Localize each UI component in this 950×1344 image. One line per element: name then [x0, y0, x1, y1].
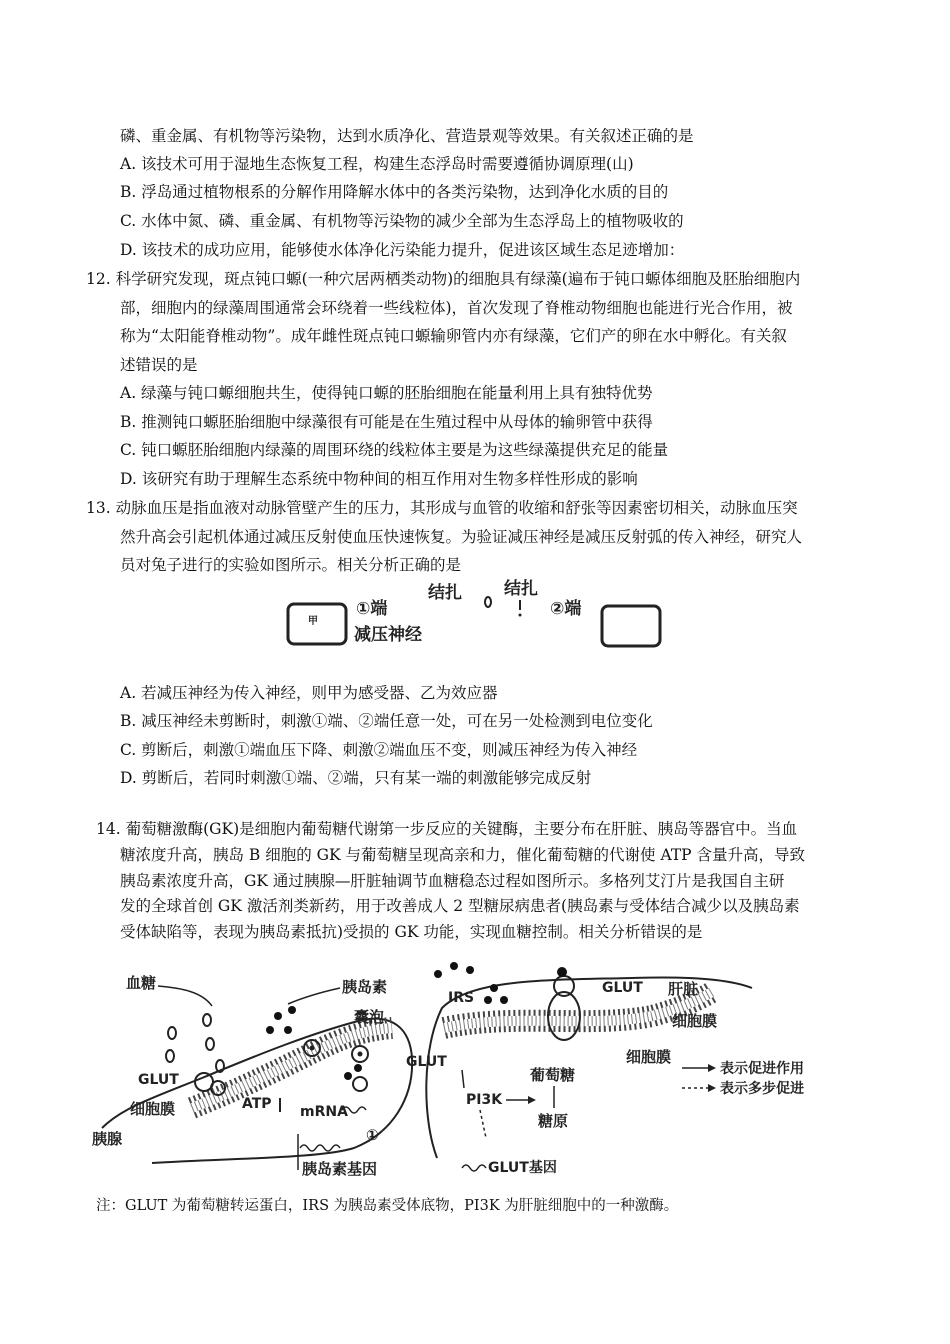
ligate-1-label: 结扎: [428, 583, 462, 603]
insulin-dot: [466, 966, 474, 974]
q13-option-b: B. 减压神经未剪断时，刺激①端、②端任意一处，可在另一处检测到电位变化: [120, 712, 653, 730]
glut-gene-label: GLUT基因: [488, 1160, 557, 1176]
ligature-1-mark: [485, 597, 491, 607]
q14-stem-line-5: 受体缺陷等，表现为胰岛素抵抗)受损的 GK 功能，实现血糖控制。相关分析错误的是: [120, 923, 703, 941]
insulin-dot: [354, 1064, 362, 1072]
glycogen-label: 糖原: [538, 1112, 569, 1130]
insulin-dot: [484, 996, 492, 1004]
irs-label: IRS: [448, 990, 475, 1006]
q13-stem-line-3: 员对兔子进行的实验如图所示。相关分析正确的是: [120, 556, 462, 574]
glucose-label: 葡萄糖: [530, 1066, 576, 1084]
insulin-label: 胰岛素: [342, 978, 388, 996]
q14-stem-line-2: 糖浓度升高，胰岛 B 细胞的 GK 与葡萄糖呈现高亲和力，催化葡萄糖的代谢使 ATP 含量升高，导致: [120, 846, 806, 864]
q13-option-d: D. 剪断后，若同时刺激①端、②端，只有某一端的刺激能够完成反射: [120, 769, 592, 787]
q11-option-a: A. 该技术可用于湿地生态恢复工程，构建生态浮岛时需要遵循协调原理(山): [120, 155, 634, 173]
q14-glucose-regulation-figure: [92, 958, 822, 1186]
q12-option-c: C. 钝口螈胚胎细胞内绿藻的周围环绕的线粒体主要是为这些绿藻提供充足的能量: [120, 441, 669, 459]
q12-stem-line-4: 述错误的是: [120, 356, 198, 374]
q12-option-b: B. 推测钝口螈胚胎细胞中绿藻很有可能是在生殖过程中从母体的输卵管中获得: [120, 413, 653, 431]
mrna-label: mRNA: [300, 1104, 348, 1120]
glucose-molecule: [203, 1014, 211, 1026]
q12-stem-line-3: 称为“太阳能脊椎动物”。成年雌性斑点钝口螈输卵管内亦有绿藻，它们产的卵在水中孵化。有关叙: [120, 327, 787, 345]
step-1-label: ①: [366, 1126, 379, 1144]
liver-label: 肝脏: [668, 980, 699, 998]
pi3k-label: PI3K: [466, 1092, 503, 1108]
q11-option-b: B. 浮岛通过植物根系的分解作用降解水体中的各类污染物，达到净化水质的目的: [120, 183, 669, 201]
box-right: [602, 606, 660, 646]
glucose-molecule: [166, 1050, 174, 1062]
q14-stem-line-1: 14. 葡萄糖激酶(GK)是细胞内葡萄糖代谢第一步反应的关键酶，主要分布在肝脏、胰岛等器官中。当血: [96, 820, 798, 838]
insulin-gene-label: 胰岛素基因: [302, 1160, 378, 1178]
end-2-label: ②端: [550, 599, 582, 619]
q14-figure-note: 注：GLUT 为葡萄糖转运蛋白，IRS 为胰岛素受体底物，PI3K 为肝脏细胞中的一种激酶。: [96, 1198, 679, 1214]
pancreas-label: 胰腺: [92, 1130, 123, 1148]
nerve-label: 减压神经: [354, 625, 422, 645]
legend-promote-label: 表示促进作用: [720, 1061, 804, 1077]
end-1-label: ①端: [356, 599, 388, 619]
insulin-dot: [500, 996, 508, 1004]
insulin-dot: [434, 970, 442, 978]
glut-left-label: GLUT: [138, 1072, 179, 1088]
q13-nerve-figure: [280, 578, 670, 658]
box-left-mark: 甲: [308, 616, 318, 627]
q14-stem-line-4: 发的全球首创 GK 激活剂类新药，用于改善成人 2 型糖尿病患者(胰岛素与受体结合减少以及胰岛素: [120, 897, 800, 915]
q11-stem-tail: 磷、重金属、有机物等污染物，达到水质净化、营造景观等效果。有关叙述正确的是: [120, 127, 694, 145]
vesicle: [353, 1077, 367, 1091]
vesicle-label: 囊泡: [354, 1008, 385, 1026]
atp-label: ATP: [242, 1096, 272, 1112]
q13-option-c: C. 剪断后，刺激①端血压下降、刺激②端血压不变，则减压神经为传入神经: [120, 741, 638, 759]
cell-membrane-right-1: 细胞膜: [672, 1012, 718, 1030]
insulin-dot: [490, 984, 498, 992]
insulin-dot: [274, 1012, 282, 1020]
glucose-molecule: [206, 1038, 214, 1050]
insulin-dot: [344, 1072, 352, 1080]
q12-stem-line-1: 12. 科学研究发现，斑点钝口螈(一种穴居两栖类动物)的细胞具有绿藻(遍布于钝口螈体细胞及胚胎细胞内: [86, 270, 801, 288]
blood-glucose-label: 血糖: [126, 974, 157, 992]
q11-option-d: D. 该技术的成功应用，能够使水体净化污染能力提升，促进该区域生态足迹增加：: [120, 241, 685, 259]
insulin-dot: [288, 1006, 296, 1014]
q13-stem-line-2: 然升高会引起机体通过减压反射使血压快速恢复。为验证减压神经是减压反射弧的传入神经，研究人: [120, 528, 803, 546]
glut-top-label: GLUT: [602, 980, 643, 996]
insulin-dot: [284, 1026, 292, 1034]
q13-stem-line-1: 13. 动脉血压是指血液对动脉管壁产生的压力，其形成与血管的收缩和舒张等因素密切相关，动脉血压突: [86, 499, 798, 517]
cell-membrane-left-label: 细胞膜: [130, 1100, 176, 1118]
q14-stem-line-3: 胰岛素浓度升高，GK 通过胰腺—肝脏轴调节血糖稳态过程如图所示。多格列艾汀片是我国自主研: [120, 872, 785, 890]
glucose-molecule: [168, 1027, 176, 1039]
cell-membrane-right-2: 细胞膜: [626, 1048, 672, 1066]
insulin-dot: [266, 1026, 274, 1034]
q11-option-c: C. 水体中氮、磷、重金属、有机物等污染物的减少全部为生态浮岛上的植物吸收的: [120, 212, 684, 230]
ligate-2-label: 结扎: [504, 579, 538, 599]
q13-option-a: A. 若减压神经为传入神经，则甲为感受器、乙为效应器: [120, 684, 498, 702]
q12-option-a: A. 绿藻与钝口螈细胞共生，使得钝口螈的胚胎细胞在能量利用上具有独特优势: [120, 384, 653, 402]
q12-option-d: D. 该研究有助于理解生态系统中物种间的相互作用对生物多样性形成的影响: [120, 470, 638, 488]
insulin-dot: [450, 962, 458, 970]
glut-mid-label: GLUT: [406, 1054, 447, 1070]
legend-multistep-label: 表示多步促进: [720, 1081, 804, 1097]
q12-stem-line-2: 部，细胞内的绿藻周围通常会环绕着一些线粒体)，首次发现了脊椎动物细胞也能进行光合作用，被: [120, 299, 793, 317]
